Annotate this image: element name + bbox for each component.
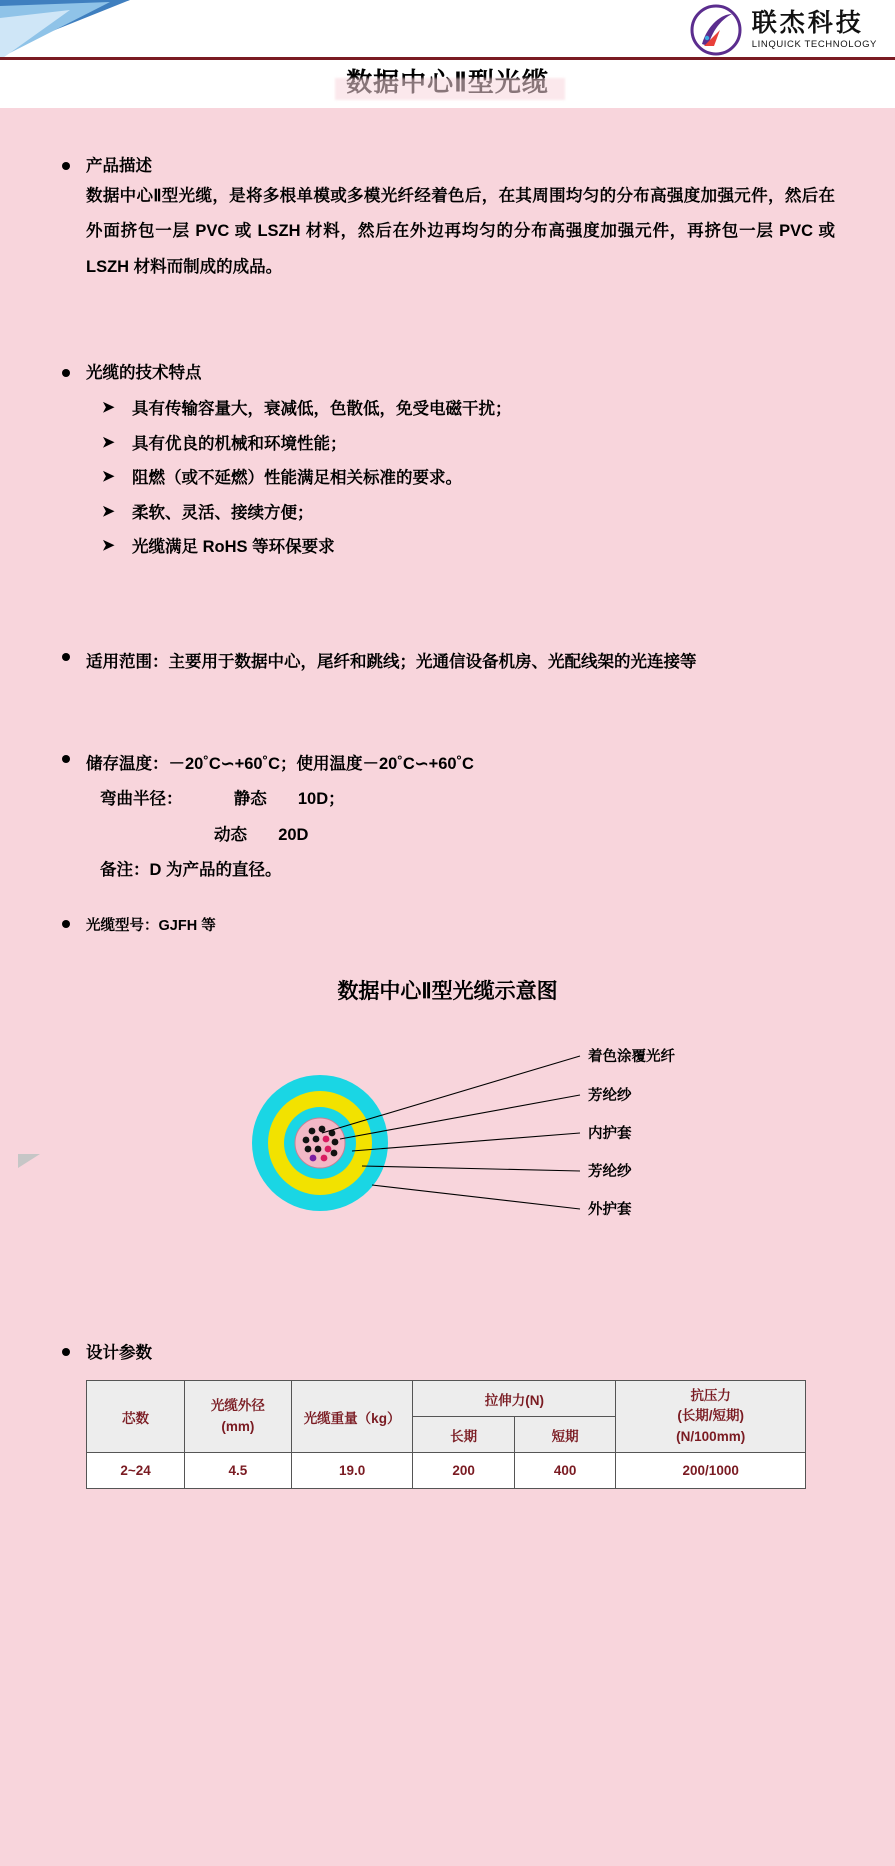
description-body: 数据中心Ⅱ型光缆，是将多根单模或多模光纤经着色后，在其周围均匀的分布高强度加强元件，然后在外面挤包一层 PVC 或 LSZH 材料，然后在外边再均匀的分布高强度加强元件，再挤包一层 PVC 或 LSZH 材料而制成的成品。 (86, 186, 835, 276)
features-heading: 光缆的技术特点 (86, 364, 202, 383)
diagram-label-aramid-inner: 芳纶纱 (588, 1164, 632, 1181)
company-logo (690, 4, 877, 56)
col-weight: 光缆重量（kg） (291, 1381, 413, 1453)
diagram-label-inner-jacket: 内护套 (588, 1126, 632, 1143)
feature-text: 阻燃（或不延燃）性能满足相关标准的要求。 (132, 469, 462, 488)
scope-text: 适用范围：主要用于数据中心，尾纤和跳线；光通信设备机房、光配线架的光连接等 (86, 653, 697, 672)
cell-weight: 19.0 (291, 1452, 413, 1488)
bend-dynamic-label: 动态 (214, 825, 247, 844)
model-text: 光缆型号：GJFH 等 (86, 918, 216, 935)
section-model (0, 914, 895, 935)
bullet-icon (62, 920, 70, 928)
logo-company-name-en: LINQUICK TECHNOLOGY (751, 38, 877, 50)
cell-tensile-long: 200 (413, 1452, 515, 1488)
col-crush-line3: (N/100mm) (676, 1428, 746, 1444)
bend-static-value: 10D； (297, 790, 345, 809)
temperature-line: 储存温度：－20˚C∽+60˚C；使用温度－20˚C∽+60˚C (86, 754, 474, 773)
bullet-icon (62, 162, 70, 170)
section-design-params (0, 1341, 895, 1366)
col-diameter-line1: 光缆外径 (210, 1398, 265, 1414)
list-item (86, 427, 835, 462)
document-body (0, 154, 895, 1489)
arrow-bullet-icon: ➤ (102, 433, 115, 451)
header-divider (0, 57, 895, 60)
table-body (87, 1452, 806, 1488)
col-tensile-long: 长期 (413, 1417, 515, 1453)
col-crush (616, 1381, 806, 1453)
bend-dynamic-value: 20D (278, 825, 309, 844)
list-item (86, 530, 835, 565)
col-diameter (185, 1381, 292, 1453)
diagram-title: 数据中心Ⅱ型光缆示意图 (337, 980, 558, 1004)
logo-company-name-cn: 联杰科技 (751, 9, 864, 38)
col-cores: 芯数 (87, 1381, 185, 1453)
bend-static-label: 静态 (233, 790, 267, 809)
page-header (0, 0, 895, 108)
col-diameter-line2: (mm) (221, 1418, 255, 1434)
bullet-icon (62, 755, 70, 763)
feature-text: 具有优良的机械和环境性能； (132, 434, 347, 453)
list-item (86, 496, 835, 531)
header-decoration (0, 0, 140, 62)
section-product-description (0, 154, 895, 285)
section-features (0, 361, 895, 565)
remark-line: 备注：D 为产品的直径。 (100, 860, 282, 879)
bullet-icon (62, 653, 70, 661)
cell-tensile-short: 400 (514, 1452, 616, 1488)
features-list (86, 392, 835, 565)
arrow-bullet-icon: ➤ (102, 502, 115, 520)
col-crush-line1: 抗压力 (690, 1388, 731, 1404)
col-tensile-short: 短期 (514, 1417, 616, 1453)
title-highlight-overlay (335, 78, 565, 100)
bullet-icon (62, 369, 70, 377)
bend-dynamic-line (86, 818, 835, 853)
section-temperature (0, 747, 895, 889)
feature-text: 柔软、灵活、接续方便； (132, 503, 314, 522)
bend-radius-line (86, 782, 835, 817)
arrow-bullet-icon: ➤ (102, 398, 115, 416)
cable-cross-section-diagram (0, 1033, 895, 1293)
cell-crush: 200/1000 (616, 1452, 806, 1488)
col-tensile: 拉伸力(N) (413, 1381, 616, 1417)
table-header (87, 1381, 806, 1453)
cell-diameter: 4.5 (185, 1452, 292, 1488)
table-header-row (87, 1381, 806, 1417)
diagram-label-outer-jacket: 外护套 (588, 1202, 632, 1219)
cell-cores: 2~24 (87, 1452, 185, 1488)
diagram-label-fiber: 着色涂覆光纤 (588, 1049, 675, 1066)
description-heading: 产品描述 (86, 157, 152, 175)
arrow-bullet-icon: ➤ (102, 537, 115, 555)
bend-radius-label: 弯曲半径： (100, 790, 183, 809)
params-heading: 设计参数 (86, 1344, 152, 1363)
bullet-icon (62, 1348, 70, 1356)
col-crush-line2: (长期/短期) (677, 1408, 745, 1424)
list-item (86, 392, 835, 427)
list-item (86, 461, 835, 496)
feature-text: 具有传输容量大，衰减低，色散低，免受电磁干扰； (132, 399, 512, 418)
feature-text: 光缆满足 RoHS 等环保要求 (132, 538, 335, 557)
design-parameters-table (86, 1380, 806, 1489)
diagram-label-aramid-outer: 芳纶纱 (588, 1088, 632, 1105)
arrow-bullet-icon: ➤ (102, 468, 115, 486)
section-scope (0, 645, 895, 680)
table-row (87, 1452, 806, 1488)
swirl-logo-icon (690, 4, 742, 56)
